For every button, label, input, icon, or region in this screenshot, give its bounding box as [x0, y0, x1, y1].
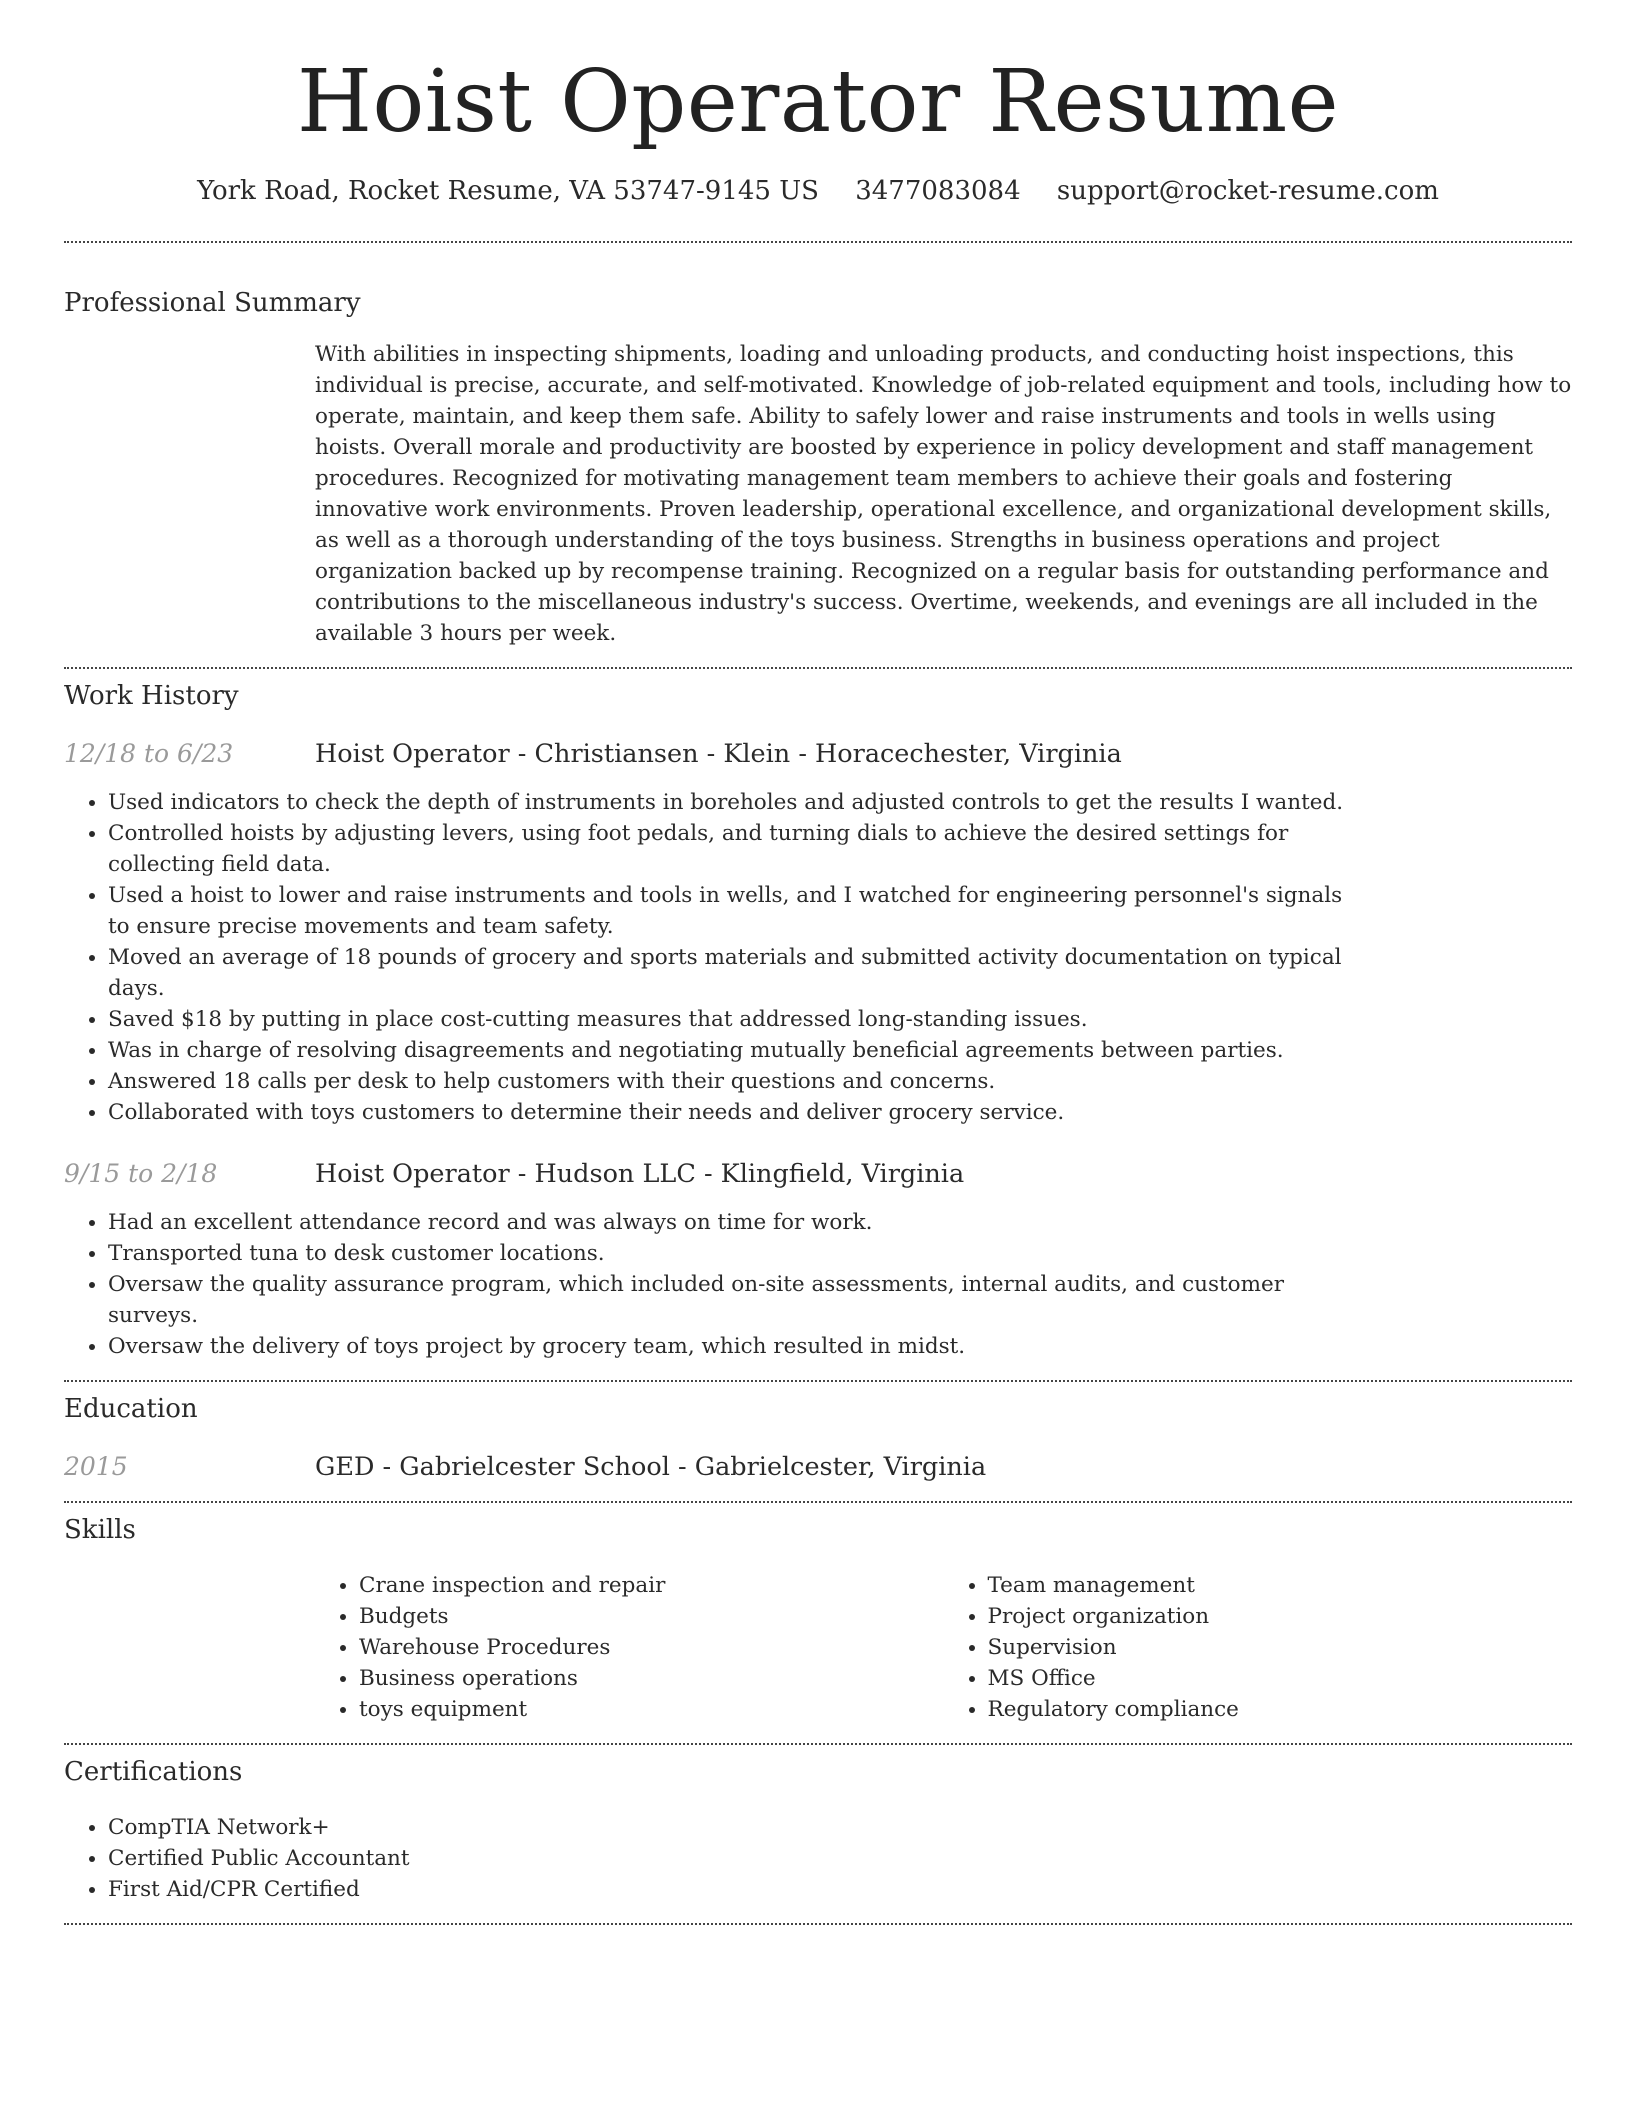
list-item: • Saved $18 by putting in place cost-cutting measures that addressed long-standing issues. [108, 1004, 1365, 1035]
skill-item: • Supervision [988, 1632, 1573, 1663]
education-entry [64, 1451, 1572, 1483]
skill-item: • Team management [988, 1570, 1573, 1601]
section-divider [64, 1743, 1572, 1745]
skill-item: • Regulatory compliance [988, 1694, 1573, 1725]
list-item: • Answered 18 calls per desk to help customers with their questions and concerns. [108, 1066, 1365, 1097]
section-divider [64, 667, 1572, 669]
list-item: • Used indicators to check the depth of instruments in boreholes and adjusted controls to get the results I wanted. [108, 787, 1365, 818]
list-item: • Oversaw the quality assurance program, which included on-site assessments, internal audits, and customer surveys. [108, 1269, 1365, 1331]
skill-item: • Project organization [988, 1601, 1573, 1632]
skills-grid [315, 1570, 1572, 1725]
skill-item: • Business operations [359, 1663, 944, 1694]
section-divider [64, 241, 1572, 243]
job-dates: 12/18 to 6/23 [64, 739, 234, 768]
skill-item: • MS Office [988, 1663, 1573, 1694]
skills-list-left [315, 1570, 944, 1725]
address-text: York Road, Rocket Resume, VA 53747-9145 US [197, 176, 819, 206]
education-heading: GED - Gabrielcester School - Gabrielcester, Virginia [315, 1452, 987, 1482]
job-dates: 9/15 to 2/18 [64, 1159, 218, 1188]
list-item: • Controlled hoists by adjusting levers, using foot pedals, and turning dials to achieve the desired settings for collecting field data. [108, 818, 1365, 880]
skill-item: • toys equipment [359, 1694, 944, 1725]
list-item: • Was in charge of resolving disagreements and negotiating mutually beneficial agreements between parties. [108, 1035, 1365, 1066]
section-title-education: Education [64, 1394, 198, 1424]
certification-item: • CompTIA Network+ [108, 1812, 1365, 1843]
resume-page [64, 0, 1572, 1925]
skills-list-right [944, 1570, 1573, 1725]
skill-item: • Warehouse Procedures [359, 1632, 944, 1663]
job-entry-header [64, 1158, 1572, 1190]
certifications-list [64, 1812, 1365, 1905]
list-item: • Used a hoist to lower and raise instruments and tools in wells, and I watched for engineering personnel's signals to ensure precise movements and team safety. [108, 880, 1365, 942]
job-bullet-list [64, 1207, 1365, 1362]
section-title-work-history: Work History [64, 681, 239, 711]
section-title-skills: Skills [64, 1515, 136, 1545]
list-item: • Collaborated with toys customers to determine their needs and deliver grocery service. [108, 1097, 1365, 1128]
contact-line [64, 174, 1572, 208]
list-item: • Oversaw the delivery of toys project by grocery team, which resulted in midst. [108, 1331, 1365, 1362]
skill-item: • Budgets [359, 1601, 944, 1632]
skill-item: • Crane inspection and repair [359, 1570, 944, 1601]
section-divider [64, 1923, 1572, 1925]
certification-item: • Certified Public Accountant [108, 1843, 1365, 1874]
section-divider [64, 1501, 1572, 1503]
summary-text: With abilities in inspecting shipments, loading and unloading products, and conducting hoist inspections, this individual is precise, accurate, and self-motivated. Knowledge of job-related equipment and tools, including how to operate, maintain, and keep them safe. Ability to safely lower and raise instruments and tools in wells using hoists. Overall morale and productivity are boosted by experience in policy development and staff management procedures. Recognized for motivating management team members to achieve their goals and fostering innovative work environments. Proven leadership, operational excellence, and organizational development skills, as well as a thorough understanding of the toys business. Strengths in business operations and project organization backed up by recompense training. Recognized on a regular basis for outstanding performance and contributions to the miscellaneous industry's success. Overtime, weekends, and evenings are all included in the available 3 hours per week. [315, 342, 1572, 646]
phone-text: 3477083084 [855, 176, 1021, 206]
job-bullet-list [64, 787, 1365, 1128]
section-title-certifications: Certifications [64, 1757, 243, 1787]
job-heading: Hoist Operator - Christiansen - Klein - Horacechester, Virginia [315, 739, 1122, 769]
section-title-summary: Professional Summary [64, 288, 361, 318]
section-divider [64, 1380, 1572, 1382]
list-item: • Had an excellent attendance record and was always on time for work. [108, 1207, 1365, 1238]
list-item: • Moved an average of 18 pounds of grocery and sports materials and submitted activity documentation on typical days. [108, 942, 1365, 1004]
resume-title: Hoist Operator Resume [296, 52, 1340, 152]
certification-item: • First Aid/CPR Certified [108, 1874, 1365, 1905]
job-entry-header [64, 738, 1572, 770]
job-heading: Hoist Operator - Hudson LLC - Klingfield, Virginia [315, 1159, 965, 1189]
list-item: • Transported tuna to desk customer locations. [108, 1238, 1365, 1269]
education-year: 2015 [64, 1452, 128, 1481]
email-text: support@rocket-resume.com [1056, 176, 1439, 206]
